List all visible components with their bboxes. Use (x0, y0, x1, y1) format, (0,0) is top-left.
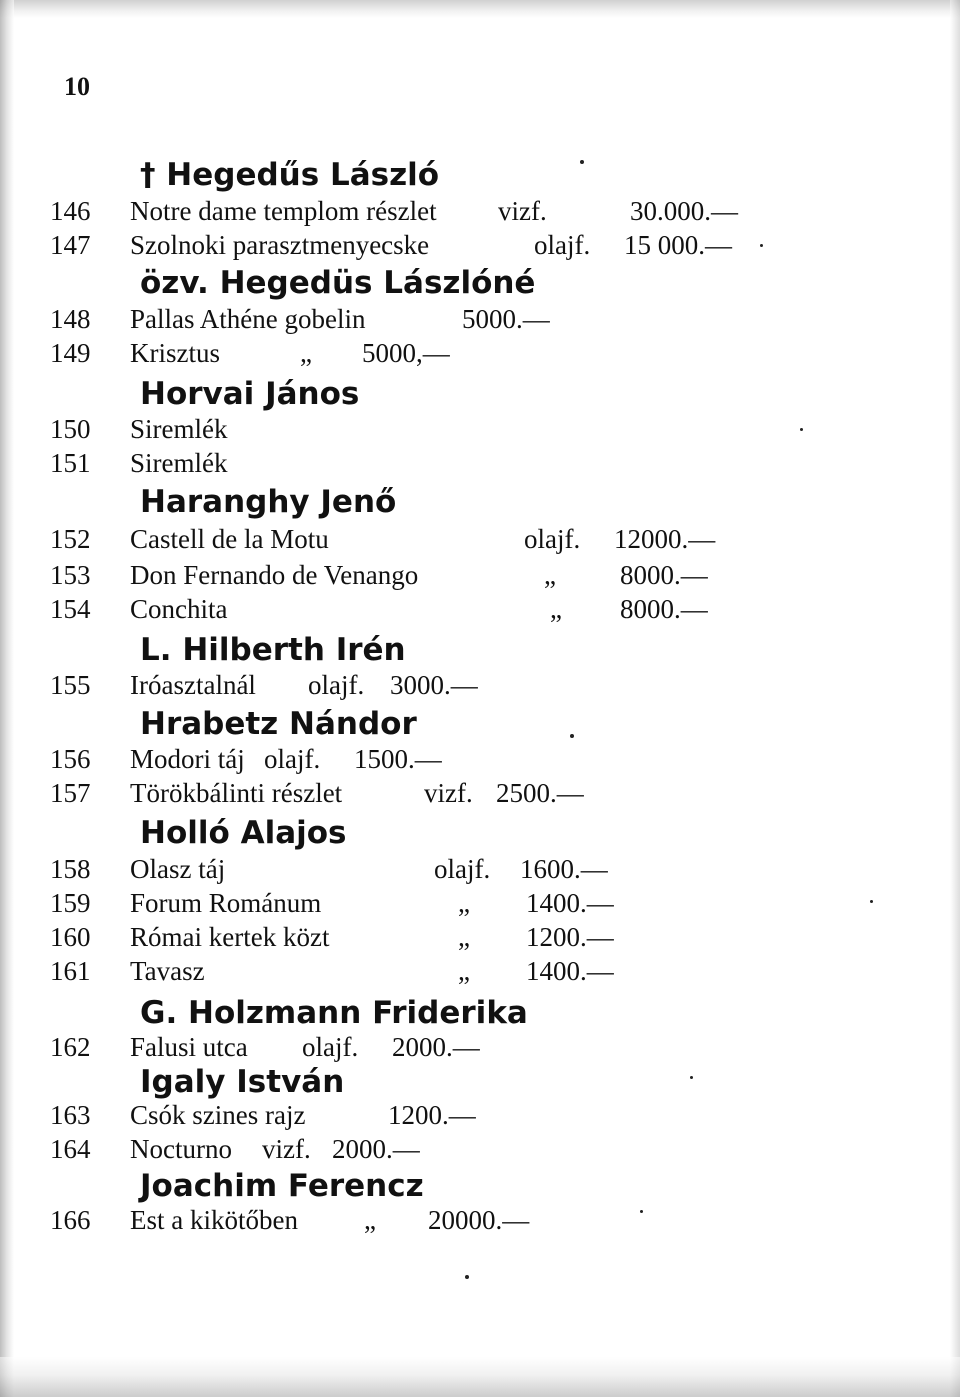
artist-heading: Haranghy Jenő (140, 484, 397, 520)
entry-price: 2000.— (392, 1032, 480, 1062)
entry-medium: olajf. (264, 744, 321, 774)
artist-heading: Hrabetz Nándor (140, 706, 417, 742)
entry-medium: vizf. (262, 1134, 311, 1164)
entry-number: 151 (50, 448, 91, 478)
entry-price: 1200.— (388, 1100, 476, 1130)
entry-title: Tavasz (130, 956, 205, 986)
entry-number: 162 (50, 1032, 91, 1062)
entry-title: Szolnoki parasztmenyecske (130, 230, 430, 260)
scan-speck (690, 1076, 693, 1079)
artist-heading: Igaly István (140, 1064, 345, 1100)
entry-price: 1400.— (526, 888, 614, 918)
entry-medium: „ (458, 888, 470, 918)
entry-number: 161 (50, 956, 91, 986)
entry-price: 15 000.— (624, 230, 732, 260)
entry-price: 20000.— (428, 1205, 530, 1235)
entry-medium: olajf. (534, 230, 591, 260)
scan-edge-left (0, 0, 14, 1397)
entry-title: Falusi utca (130, 1032, 248, 1062)
entry-title: Notre dame templom részlet (130, 196, 437, 226)
entry-title: Conchita (130, 594, 228, 624)
entry-medium: olajf. (434, 854, 491, 884)
entry-number: 148 (50, 304, 91, 334)
entry-number: 158 (50, 854, 91, 884)
entry-price: 1500.— (354, 744, 442, 774)
scan-speck (870, 900, 873, 903)
entry-title: Nocturno (130, 1134, 232, 1164)
entry-medium: „ (458, 922, 470, 952)
entry-price: 12000.— (614, 524, 716, 554)
entry-title: Forum Románum (130, 888, 322, 918)
entry-price: 3000.— (390, 670, 478, 700)
entry-number: 159 (50, 888, 91, 918)
entry-price: 1600.— (520, 854, 608, 884)
entry-title: Modori táj (130, 744, 245, 774)
entry-number: 156 (50, 744, 91, 774)
entry-number: 163 (50, 1100, 91, 1130)
scan-edge-top (0, 0, 960, 18)
entry-title: Pallas Athéne gobelin (130, 304, 366, 334)
entry-price: 1200.— (526, 922, 614, 952)
scan-speck (465, 1275, 469, 1279)
entry-price: 8000.— (620, 594, 708, 624)
entry-number: 152 (50, 524, 91, 554)
artist-heading: L. Hilberth Irén (140, 632, 406, 668)
entry-price: 8000.— (620, 560, 708, 590)
entry-medium: „ (364, 1205, 376, 1235)
entry-title: Római kertek közt (130, 922, 330, 952)
entry-number: 150 (50, 414, 91, 444)
entry-number: 157 (50, 778, 91, 808)
entry-title: Siremlék (130, 448, 228, 478)
entry-title: Csók szines rajz (130, 1100, 306, 1130)
scan-speck (640, 1210, 643, 1213)
artist-heading: Holló Alajos (140, 815, 347, 851)
scan-edge-right (950, 0, 960, 1397)
artist-heading: Joachim Ferencz (140, 1168, 424, 1204)
entry-medium: „ (458, 956, 470, 986)
entry-price: 1400.— (526, 956, 614, 986)
entry-price: 30.000.— (630, 196, 738, 226)
entry-title: Castell de la Motu (130, 524, 329, 554)
entry-title: Don Fernando de Venango (130, 560, 419, 590)
scan-speck (800, 428, 803, 431)
entry-price: 5000.— (462, 304, 550, 334)
entry-medium: „ (300, 338, 312, 368)
entry-medium: vizf. (424, 778, 473, 808)
entry-number: 147 (50, 230, 91, 260)
entry-title: Iróasztalnál (130, 670, 256, 700)
entry-medium: vizf. (498, 196, 547, 226)
entry-title: Est a kikötőben (130, 1205, 298, 1235)
entry-medium: „ (550, 594, 562, 624)
artist-heading: † Hegedűs László (140, 157, 440, 193)
entry-number: 164 (50, 1134, 91, 1164)
artist-heading: Horvai János (140, 376, 360, 412)
entry-number: 166 (50, 1205, 91, 1235)
scan-speck (570, 734, 574, 738)
scan-speck (580, 160, 584, 164)
entry-medium: olajf. (302, 1032, 359, 1062)
entry-title: Törökbálinti részlet (130, 778, 343, 808)
entry-number: 149 (50, 338, 91, 368)
entry-number: 160 (50, 922, 91, 952)
entry-title: Krisztus (130, 338, 220, 368)
entry-medium: „ (544, 560, 556, 590)
page-number: 10 (64, 72, 90, 101)
entry-medium: olajf. (308, 670, 365, 700)
entry-price: 2500.— (496, 778, 584, 808)
entry-title: Olasz táj (130, 854, 226, 884)
entry-price: 5000,— (362, 338, 450, 368)
entry-number: 154 (50, 594, 91, 624)
scan-speck (760, 244, 763, 247)
artist-heading: G. Holzmann Friderika (140, 995, 528, 1031)
entry-number: 153 (50, 560, 91, 590)
artist-heading: özv. Hegedüs Lászlóné (140, 265, 536, 301)
scan-edge-bottom (0, 1357, 960, 1397)
entry-medium: olajf. (524, 524, 581, 554)
entry-price: 2000.— (332, 1134, 420, 1164)
entry-number: 155 (50, 670, 91, 700)
entry-title: Siremlék (130, 414, 228, 444)
entry-number: 146 (50, 196, 91, 226)
